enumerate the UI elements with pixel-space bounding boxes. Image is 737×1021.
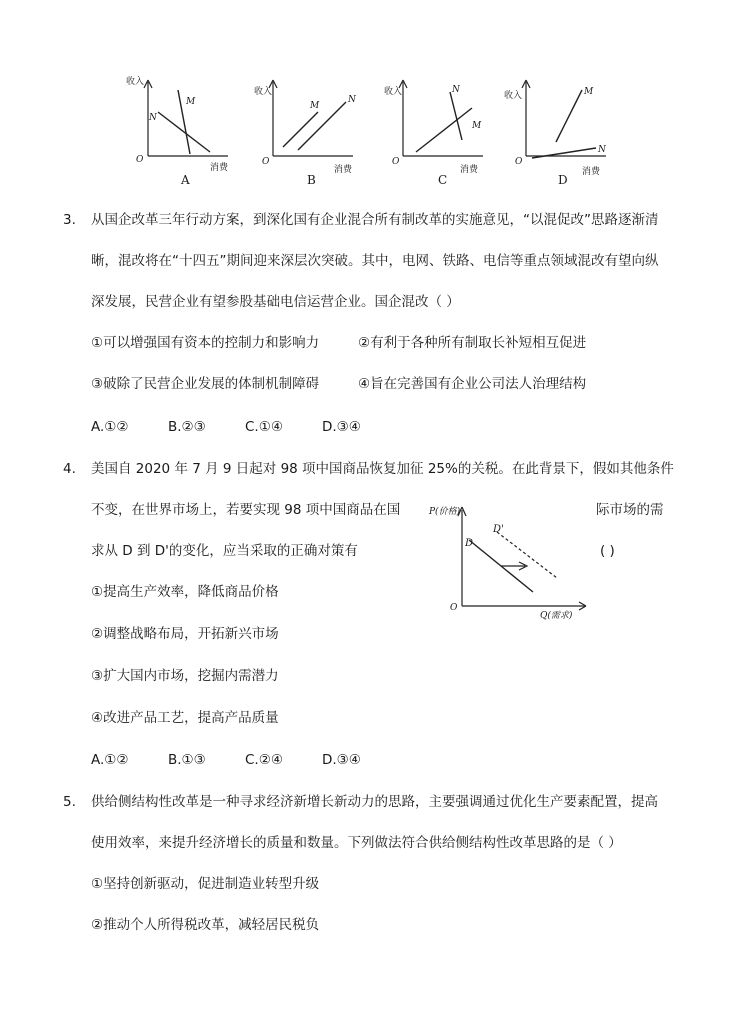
graphs-row — [0, 0, 737, 200]
line-m-label: M — [584, 87, 594, 97]
origin-label: O — [262, 157, 270, 167]
question-3-answer-d: D.③④ — [322, 419, 361, 435]
question-3-answer-c: C.①④ — [245, 419, 283, 435]
question-3-option-2: ②有利于各种所有制取长补短相互促进 — [358, 335, 587, 351]
graph-c — [380, 72, 500, 192]
line-n-label: N — [348, 95, 356, 105]
graph-a — [118, 72, 238, 192]
graph-letter: D — [558, 173, 568, 187]
question-4-stem-line-2b: 际市场的需 — [596, 502, 664, 518]
y-axis-label: 收入 — [126, 77, 145, 87]
question-3-option-4: ④旨在完善国有企业公司法人治理结构 — [358, 376, 587, 392]
question-3-answer-a: A.①② — [91, 419, 129, 435]
origin-label: O — [136, 155, 144, 165]
x-axis-label: 消费 — [334, 165, 353, 175]
question-5-number: 5. — [63, 794, 76, 810]
y-axis-label: 收入 — [504, 91, 523, 101]
question-4-stem-line-2a: 不变，在世界市场上，若要实现 98 项中国商品在国 — [91, 502, 401, 518]
origin-label: O — [515, 157, 523, 167]
line-m-label: M — [310, 101, 320, 111]
line-n-label: N — [452, 85, 460, 95]
graph-letter: C — [438, 173, 448, 187]
question-4-stem-line-3a: 求从 D 到 D'的变化，应当采取的正确对策有 — [91, 543, 358, 559]
graph-d — [500, 72, 620, 192]
question-3-number: 3. — [63, 212, 76, 228]
question-5-option-2: ②推动个人所得税改革，减轻居民税负 — [91, 917, 320, 933]
question-4-number: 4. — [63, 461, 76, 477]
x-axis-label: 消费 — [210, 163, 229, 173]
question-4-option-2: ②调整战略布局，开拓新兴市场 — [91, 626, 279, 642]
question-4-option-4: ④改进产品工艺，提高产品质量 — [91, 710, 279, 726]
graph-letter: A — [181, 173, 190, 187]
demand-shift-graph — [425, 496, 595, 624]
x-axis-label: 消费 — [460, 165, 479, 175]
question-5-option-1: ①坚持创新驱动，促进制造业转型升级 — [91, 876, 320, 892]
graph-letter: B — [307, 173, 316, 187]
curve-d-prime-label: D' — [493, 524, 504, 535]
question-4-answer-d: D.③④ — [322, 752, 361, 768]
x-axis-label: 消费 — [582, 167, 601, 177]
y-axis-label: 收入 — [254, 87, 273, 97]
question-5-stem-line-1: 供给侧结构性改革是一种寻求经济新增长新动力的思路，主要强调通过优化生产要素配置，提高 — [91, 794, 658, 810]
question-4-answer-a: A.①② — [91, 752, 129, 768]
question-3-stem-line-2: 晰，混改将在“十四五”期间迎来深层次突破。其中，电网、铁路、电信等重点领域混改有望向纵 — [91, 253, 659, 269]
question-4-answer-b: B.①③ — [168, 752, 206, 768]
question-3-stem-line-3: 深发展，民营企业有望参股基础电信运营企业。国企混改（ ） — [91, 294, 460, 310]
question-3-option-1: ①可以增强国有资本的控制力和影响力 — [91, 335, 320, 351]
line-n-label: N — [598, 145, 606, 155]
curve-d-label: D — [465, 538, 474, 549]
question-3-answer-b: B.②③ — [168, 419, 206, 435]
line-m-label: M — [186, 97, 196, 107]
question-4-stem-line-1: 美国自 2020 年 7 月 9 日起对 98 项中国商品恢复加征 25%的关税。在此背景下，假如其他条件 — [91, 461, 674, 477]
y-axis-label: P(价格) — [429, 507, 461, 517]
x-axis-label: Q(需求) — [540, 611, 573, 621]
question-4-option-3: ③扩大国内市场，挖掘内需潜力 — [91, 668, 279, 684]
origin-label: O — [450, 603, 458, 613]
graph-b — [248, 72, 368, 192]
y-axis-label: 收入 — [384, 87, 403, 97]
question-3-stem-line-1: 从国企改革三年行动方案，到深化国有企业混合所有制改革的实施意见，“以混促改”思路逐渐清 — [91, 212, 659, 228]
question-4-answer-c: C.②④ — [245, 752, 283, 768]
question-4-answer-bracket: ( ) — [600, 543, 615, 559]
question-5-stem-line-2: 使用效率，来提升经济增长的质量和数量。下列做法符合供给侧结构性改革思路的是（ ） — [91, 835, 622, 851]
question-4-option-1: ①提高生产效率，降低商品价格 — [91, 584, 279, 600]
question-3-option-3: ③破除了民营企业发展的体制机制障碍 — [91, 376, 320, 392]
line-n-label: N — [149, 113, 157, 123]
origin-label: O — [392, 157, 400, 167]
line-m-label: M — [472, 121, 482, 131]
